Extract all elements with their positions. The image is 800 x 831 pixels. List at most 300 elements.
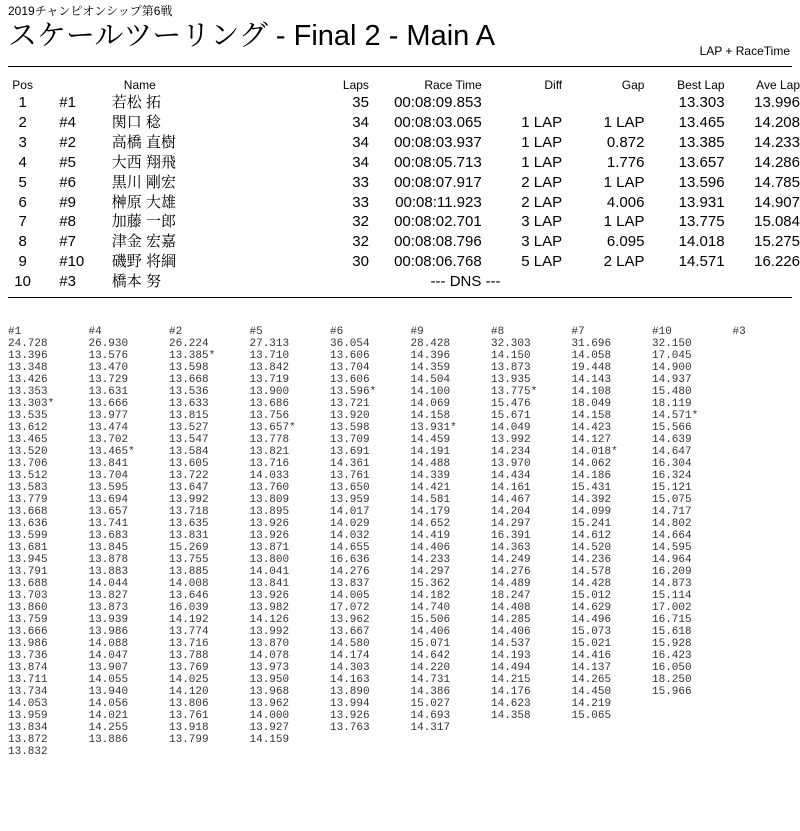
result-diff: 2 LAP — [521, 173, 563, 191]
lap-time: 14.163 — [330, 674, 370, 686]
lap-time: 15.966 — [652, 686, 692, 698]
lap-time: 14.428 — [571, 578, 612, 590]
lap-time: 14.143 — [571, 374, 612, 386]
result-diff: 5 LAP — [521, 253, 563, 271]
lap-time: 14.055 — [88, 674, 129, 686]
lap-time: 13.926 — [249, 518, 290, 530]
lap-time: 14.406 — [410, 542, 451, 554]
lap-time: 15.566 — [652, 422, 692, 434]
lap-time: 13.878 — [88, 554, 129, 566]
lap-time: 14.520 — [571, 542, 612, 554]
lap-time: 13.426 — [8, 374, 48, 386]
lap-time: 16.304 — [652, 458, 692, 470]
lap-time: 13.982 — [249, 602, 290, 614]
lap-time: 13.962 — [330, 614, 370, 626]
lap-time: 13.465* — [88, 446, 135, 458]
result-name: 加藤 一郎 — [111, 213, 176, 231]
lap-time: 13.756 — [249, 410, 290, 422]
result-ave-lap: 16.226 — [754, 253, 800, 271]
lap-time: 14.000 — [249, 710, 290, 722]
lap-time: 14.317 — [410, 722, 451, 734]
result-gap: 6.095 — [606, 233, 645, 251]
lap-time: 15.480 — [652, 386, 692, 398]
result-num: #5 — [59, 153, 76, 171]
lap-time: 14.339 — [410, 470, 451, 482]
result-num: #3 — [59, 273, 76, 291]
lap-time: 14.192 — [169, 614, 209, 626]
lap-time: 13.465 — [8, 434, 48, 446]
lap-time: 13.512 — [8, 470, 48, 482]
lap-time: 13.760 — [249, 482, 290, 494]
lap-time: 14.285 — [491, 614, 531, 626]
lap-time: 13.831 — [169, 530, 209, 542]
lap-time: 14.099 — [571, 506, 612, 518]
result-race-time: 00:08:03.065 — [394, 113, 482, 131]
result-ave-lap: 15.275 — [754, 233, 800, 251]
result-best-lap: 13.385 — [678, 133, 725, 151]
col-pos: Pos — [12, 78, 33, 92]
lap-time: 14.158 — [410, 410, 451, 422]
lap-column-car: #9 — [410, 326, 424, 338]
lap-time: 14.488 — [410, 458, 451, 470]
lap-column — [572, 326, 652, 722]
lap-time: 15.012 — [571, 590, 612, 602]
lap-time: 13.691 — [330, 446, 370, 458]
result-laps: 34 — [352, 133, 369, 151]
lap-time: 14.496 — [571, 614, 612, 626]
lap-time: 14.008 — [169, 578, 209, 590]
lap-time: 13.755 — [169, 554, 209, 566]
lap-time: 17.045 — [652, 350, 692, 362]
lap-time: 14.041 — [249, 566, 290, 578]
result-num: #9 — [59, 193, 76, 211]
result-diff: 3 LAP — [521, 233, 563, 251]
lap-time: 14.396 — [410, 350, 451, 362]
lap-time: 13.832 — [8, 746, 48, 758]
lap-time: 26.224 — [169, 338, 209, 350]
lap-column — [733, 326, 800, 338]
lap-time: 13.806 — [169, 698, 209, 710]
lap-time: 18.247 — [491, 590, 531, 602]
lap-time: 13.736 — [8, 650, 48, 662]
lap-time: 13.871 — [249, 542, 290, 554]
lap-time: 14.219 — [571, 698, 612, 710]
lap-column-car: #8 — [491, 326, 505, 338]
result-pos: 9 — [18, 253, 27, 271]
lap-time: 14.467 — [491, 494, 531, 506]
results-header-row — [8, 77, 800, 93]
timing-mode: LAP + RaceTime — [699, 44, 790, 58]
lap-time: 13.842 — [249, 362, 290, 374]
lap-time: 13.721 — [330, 398, 370, 410]
lap-time: 14.186 — [571, 470, 612, 482]
lap-time: 14.236 — [571, 554, 612, 566]
lap-time: 13.547 — [169, 434, 209, 446]
lap-time: 14.639 — [652, 434, 692, 446]
lap-time: 14.220 — [410, 662, 451, 674]
lap-column — [330, 326, 410, 734]
lap-time: 14.303 — [330, 662, 370, 674]
lap-time: 13.992 — [169, 494, 209, 506]
lap-time: 13.650 — [330, 482, 370, 494]
lap-column — [411, 326, 491, 734]
lap-column-car: #4 — [88, 326, 102, 338]
lap-time: 16.636 — [330, 554, 370, 566]
lap-time: 13.683 — [88, 530, 129, 542]
lap-time: 14.642 — [410, 650, 451, 662]
lap-time: 14.215 — [491, 674, 531, 686]
lap-time: 14.161 — [491, 482, 531, 494]
lap-time: 13.775* — [491, 386, 538, 398]
result-pos: 4 — [18, 153, 27, 171]
lap-time: 13.702 — [88, 434, 129, 446]
lap-time: 14.392 — [571, 494, 612, 506]
lap-time: 15.362 — [410, 578, 451, 590]
lap-time: 13.470 — [88, 362, 129, 374]
lap-time: 14.873 — [652, 578, 692, 590]
lap-time: 14.900 — [652, 362, 692, 374]
lap-time: 14.159 — [249, 734, 290, 746]
lap-time: 14.408 — [491, 602, 531, 614]
lap-time: 13.657* — [249, 422, 296, 434]
result-name: 高橋 直樹 — [111, 133, 176, 151]
result-pos: 10 — [14, 273, 31, 291]
result-name: 榊原 大雄 — [111, 193, 176, 211]
lap-time: 14.021 — [88, 710, 129, 722]
lap-time: 14.182 — [410, 590, 451, 602]
lap-column — [491, 326, 571, 722]
lap-time: 13.703 — [8, 590, 48, 602]
lap-time: 15.476 — [491, 398, 531, 410]
lap-time: 15.027 — [410, 698, 451, 710]
lap-time: 13.595 — [88, 482, 129, 494]
result-num: #7 — [59, 233, 76, 251]
lap-time: 14.174 — [330, 650, 370, 662]
lap-time: 13.666 — [88, 398, 129, 410]
lap-time: 15.071 — [410, 638, 451, 650]
result-laps: 32 — [352, 213, 369, 231]
result-gap: 2 LAP — [603, 253, 645, 271]
lap-time: 14.179 — [410, 506, 451, 518]
result-best-lap: 13.465 — [678, 113, 725, 131]
lap-time: 14.358 — [491, 710, 531, 722]
col-name: Name — [123, 78, 156, 92]
result-laps: 30 — [352, 253, 369, 271]
lap-time: 13.815 — [169, 410, 209, 422]
lap-time: 14.126 — [249, 614, 290, 626]
result-race-time: 00:08:05.713 — [394, 153, 482, 171]
lap-time: 16.391 — [491, 530, 531, 542]
result-name: 黒川 剛宏 — [111, 173, 176, 191]
empty-cell — [562, 272, 644, 292]
lap-time: 13.931* — [410, 422, 457, 434]
lap-time: 27.313 — [249, 338, 290, 350]
result-row — [8, 133, 800, 153]
lap-time: 14.158 — [571, 410, 612, 422]
result-gap: 1 LAP — [603, 173, 645, 191]
lap-time: 13.536 — [169, 386, 209, 398]
lap-time: 13.716 — [169, 638, 209, 650]
lap-time: 13.874 — [8, 662, 48, 674]
lap-time: 14.580 — [330, 638, 370, 650]
lap-time: 13.722 — [169, 470, 209, 482]
lap-column — [8, 326, 88, 758]
col-laps: Laps — [342, 78, 369, 92]
lap-column — [652, 326, 732, 698]
lap-time: 14.363 — [491, 542, 531, 554]
col-ave-lap: Ave Lap — [756, 78, 800, 92]
lap-time: 14.386 — [410, 686, 451, 698]
result-row — [8, 153, 800, 173]
lap-time: 14.459 — [410, 434, 451, 446]
lap-time: 13.520 — [8, 446, 48, 458]
lap-time: 14.647 — [652, 446, 692, 458]
lap-time: 14.137 — [571, 662, 612, 674]
lap-time: 13.872 — [8, 734, 48, 746]
result-pos: 3 — [18, 133, 27, 151]
lap-time: 14.255 — [88, 722, 129, 734]
lap-time: 16.209 — [652, 566, 692, 578]
lap-time: 13.657 — [88, 506, 129, 518]
lap-time: 13.809 — [249, 494, 290, 506]
lap-time: 13.778 — [249, 434, 290, 446]
lap-time: 13.970 — [491, 458, 531, 470]
lap-time: 13.348 — [8, 362, 48, 374]
empty-cell — [725, 272, 800, 292]
col-race-time: Race Time — [424, 78, 482, 92]
result-laps: 35 — [352, 94, 369, 111]
lap-time: 14.100 — [410, 386, 451, 398]
result-row — [8, 252, 800, 272]
lap-time: 13.800 — [249, 554, 290, 566]
lap-time: 13.769 — [169, 662, 209, 674]
result-best-lap: 13.775 — [678, 213, 725, 231]
result-num: #10 — [59, 253, 85, 271]
lap-time: 13.599 — [8, 530, 48, 542]
lap-time: 13.686 — [249, 398, 290, 410]
lap-time: 13.920 — [330, 410, 370, 422]
col-diff: Diff — [544, 78, 563, 92]
lap-time: 14.581 — [410, 494, 451, 506]
lap-column-car: #1 — [8, 326, 22, 338]
result-diff: 3 LAP — [521, 213, 563, 231]
lap-time: 13.959 — [330, 494, 370, 506]
lap-time: 13.474 — [88, 422, 129, 434]
result-pos: 1 — [18, 94, 27, 111]
lap-time: 14.652 — [410, 518, 451, 530]
result-diff: 2 LAP — [521, 193, 563, 211]
lap-time: 13.962 — [249, 698, 290, 710]
lap-time: 32.303 — [491, 338, 531, 350]
lap-column-car: #5 — [249, 326, 263, 338]
result-race-time: 00:08:09.853 — [394, 94, 482, 111]
lap-time: 13.873 — [491, 362, 531, 374]
lap-time: 15.021 — [571, 638, 612, 650]
dns-status: --- DNS --- — [430, 273, 501, 291]
lap-time: 14.937 — [652, 374, 692, 386]
lap-time: 13.694 — [88, 494, 129, 506]
lap-time: 13.598 — [330, 422, 370, 434]
lap-column-car: #6 — [330, 326, 344, 338]
lap-time: 13.994 — [330, 698, 370, 710]
result-row — [8, 193, 800, 213]
lap-time: 13.711 — [8, 674, 48, 686]
lap-time: 14.504 — [410, 374, 451, 386]
result-name: 関口 稔 — [111, 113, 161, 131]
lap-time: 14.058 — [571, 350, 612, 362]
result-laps: 32 — [352, 233, 369, 251]
lap-column-car: #10 — [652, 326, 672, 338]
lap-time: 14.623 — [491, 698, 531, 710]
lap-time: 13.992 — [249, 626, 290, 638]
lap-time: 14.655 — [330, 542, 370, 554]
lap-time: 14.406 — [410, 626, 451, 638]
result-ave-lap: 14.233 — [754, 133, 800, 151]
result-pos: 6 — [18, 193, 27, 211]
lap-time: 13.977 — [88, 410, 129, 422]
result-diff: 1 LAP — [521, 113, 563, 131]
lap-time: 15.075 — [652, 494, 692, 506]
lap-column — [169, 326, 249, 746]
lap-time: 13.873 — [88, 602, 129, 614]
lap-time: 13.926 — [249, 530, 290, 542]
lap-time: 16.324 — [652, 470, 692, 482]
lap-time: 13.636 — [8, 518, 48, 530]
lap-time: 13.668 — [169, 374, 209, 386]
result-best-lap: 13.596 — [678, 173, 725, 191]
lap-time: 13.907 — [88, 662, 129, 674]
result-pos: 8 — [18, 233, 27, 251]
lap-time: 14.233 — [410, 554, 451, 566]
result-num: #2 — [59, 133, 76, 151]
result-num: #6 — [59, 173, 76, 191]
result-ave-lap: 14.785 — [754, 173, 800, 191]
result-gap — [562, 93, 644, 113]
lap-time: 14.204 — [491, 506, 531, 518]
lap-time: 17.002 — [652, 602, 692, 614]
lap-time: 28.428 — [410, 338, 451, 350]
lap-time: 14.578 — [571, 566, 612, 578]
result-race-time: 00:08:02.701 — [394, 213, 482, 231]
lap-time: 14.078 — [249, 650, 290, 662]
result-laps: 34 — [352, 113, 369, 131]
lap-column — [89, 326, 169, 746]
lap-time: 15.506 — [410, 614, 451, 626]
lap-time: 13.353 — [8, 386, 48, 398]
lap-time: 13.845 — [88, 542, 129, 554]
lap-time: 14.120 — [169, 686, 209, 698]
result-diff: 1 LAP — [521, 133, 563, 151]
lap-time: 14.005 — [330, 590, 370, 602]
lap-time: 14.127 — [571, 434, 612, 446]
lap-time: 14.537 — [491, 638, 531, 650]
lap-time: 36.054 — [330, 338, 370, 350]
result-ave-lap: 14.286 — [754, 153, 800, 171]
lap-time: 16.039 — [169, 602, 209, 614]
lap-time: 13.774 — [169, 626, 209, 638]
lap-time: 13.668 — [8, 506, 48, 518]
lap-time: 14.595 — [652, 542, 692, 554]
result-gap: 4.006 — [606, 193, 645, 211]
result-ave-lap: 14.907 — [754, 193, 800, 211]
lap-time: 13.885 — [169, 566, 209, 578]
lap-time: 14.265 — [571, 674, 612, 686]
result-row — [8, 93, 800, 113]
results-divider — [8, 297, 792, 298]
lap-time: 14.489 — [491, 578, 531, 590]
lap-time: 14.025 — [169, 674, 209, 686]
lap-time: 13.646 — [169, 590, 209, 602]
result-num: #4 — [59, 113, 76, 131]
lap-time: 13.710 — [249, 350, 290, 362]
lap-time: 13.900 — [249, 386, 290, 398]
lap-time: 14.434 — [491, 470, 531, 482]
result-laps: 33 — [352, 193, 369, 211]
lap-time: 13.799 — [169, 734, 209, 746]
lap-time: 13.635 — [169, 518, 209, 530]
lap-time: 26.930 — [88, 338, 129, 350]
lap-time: 14.053 — [8, 698, 48, 710]
lap-time: 13.596* — [330, 386, 377, 398]
lap-time: 14.191 — [410, 446, 451, 458]
lap-time: 15.241 — [571, 518, 612, 530]
lap-time: 15.618 — [652, 626, 692, 638]
lap-time: 14.664 — [652, 530, 692, 542]
col-best-lap: Best Lap — [677, 78, 725, 92]
lap-time: 13.535 — [8, 410, 48, 422]
lap-time: 13.667 — [330, 626, 370, 638]
lap-time: 14.044 — [88, 578, 129, 590]
lap-time: 14.029 — [330, 518, 370, 530]
result-laps: 34 — [352, 153, 369, 171]
lap-time: 13.959 — [8, 710, 48, 722]
result-gap: 0.872 — [606, 133, 645, 151]
lap-time: 13.950 — [249, 674, 290, 686]
result-ave-lap: 15.084 — [754, 213, 800, 231]
lap-time: 14.297 — [491, 518, 531, 530]
lap-time: 13.945 — [8, 554, 48, 566]
result-pos: 2 — [18, 113, 27, 131]
results-table — [8, 77, 800, 292]
lap-time: 15.065 — [571, 710, 612, 722]
lap-time: 13.837 — [330, 578, 370, 590]
lap-time: 14.297 — [410, 566, 451, 578]
lap-time: 13.759 — [8, 614, 48, 626]
lap-time: 14.802 — [652, 518, 692, 530]
result-best-lap: 13.931 — [678, 193, 725, 211]
lap-time: 13.883 — [88, 566, 129, 578]
result-diff — [482, 93, 562, 113]
lap-column-car: #2 — [169, 326, 183, 338]
event-name: 2019チャンピオンシップ第6戦 — [8, 4, 173, 18]
lap-time: 13.716 — [249, 458, 290, 470]
lap-time: 16.423 — [652, 650, 692, 662]
result-race-time: 00:08:06.768 — [394, 253, 482, 271]
lap-time: 13.385* — [169, 350, 216, 362]
result-best-lap: 14.018 — [678, 233, 725, 251]
lap-time: 13.926 — [249, 590, 290, 602]
lap-time: 14.571* — [652, 410, 699, 422]
lap-time: 14.740 — [410, 602, 451, 614]
lap-time: 13.788 — [169, 650, 209, 662]
lap-time: 14.717 — [652, 506, 692, 518]
lap-time: 14.032 — [330, 530, 370, 542]
lap-time: 13.834 — [8, 722, 48, 734]
lap-time: 14.276 — [330, 566, 370, 578]
lap-time: 14.193 — [491, 650, 531, 662]
lap-time: 14.069 — [410, 398, 451, 410]
lap-time: 13.606 — [330, 374, 370, 386]
